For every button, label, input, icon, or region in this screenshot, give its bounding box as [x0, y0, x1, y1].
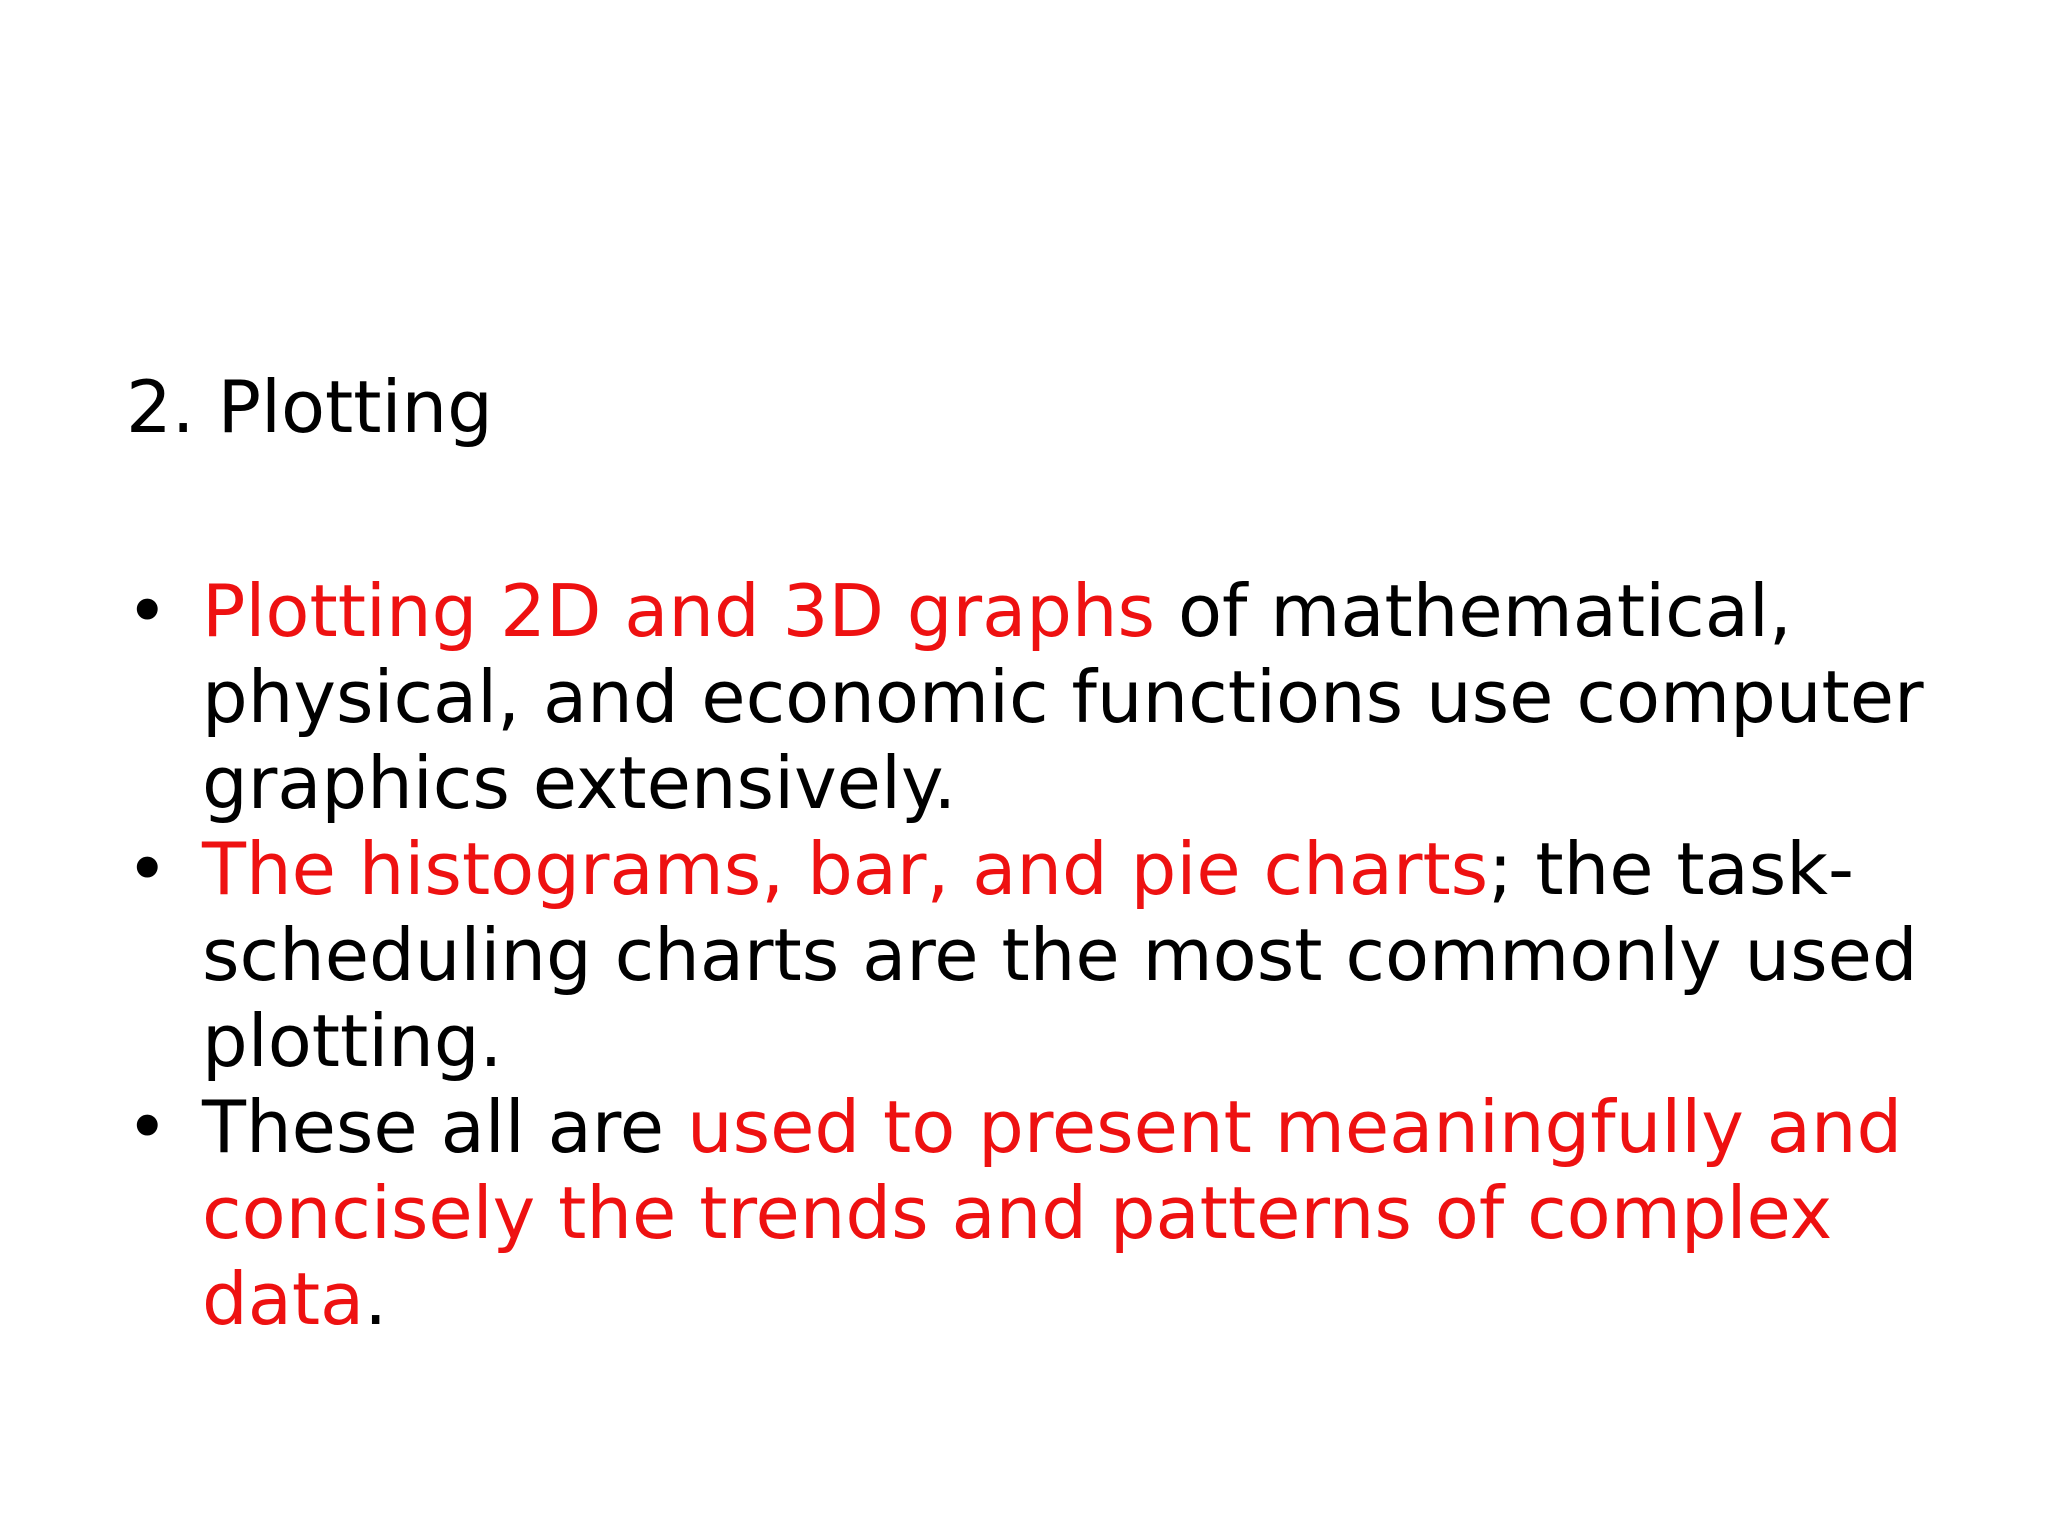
- highlighted-text: data: [202, 1257, 365, 1341]
- bullet-line: [202, 654, 1926, 740]
- bullet-dot-icon: •: [126, 569, 169, 653]
- body-text: plotting.: [202, 999, 503, 1083]
- bullet-line: [202, 1256, 1926, 1342]
- highlighted-text: used to present meaningfully and: [686, 1085, 1903, 1169]
- bullet-line: [202, 740, 1926, 826]
- body-text: scheduling charts are the most commonly used: [202, 913, 1918, 997]
- bullet-line: [202, 998, 1926, 1084]
- highlighted-text: Plotting 2D and 3D graphs: [202, 569, 1156, 653]
- bullet-line: [202, 1170, 1926, 1256]
- body-text: These all are: [202, 1085, 687, 1169]
- bullet-dot-icon: •: [126, 1085, 169, 1169]
- bullet-item: [126, 826, 1926, 1084]
- slide-heading: 2. Plotting: [126, 365, 493, 449]
- body-text: .: [364, 1257, 388, 1341]
- highlighted-text: concisely the trends and patterns of complex: [202, 1171, 1833, 1255]
- body-text: graphics extensively.: [202, 741, 957, 825]
- bullet-item: [126, 568, 1926, 826]
- body-text: ; the task-: [1488, 827, 1854, 911]
- bullet-list: [126, 568, 1926, 1342]
- bullet-line: [202, 1084, 1926, 1170]
- bullet-line: [202, 912, 1926, 998]
- body-text: physical, and economic functions use computer: [202, 655, 1924, 739]
- highlighted-text: The histograms, bar, and pie charts: [202, 827, 1489, 911]
- bullet-item: [126, 1084, 1926, 1342]
- bullet-dot-icon: •: [126, 827, 169, 911]
- bullet-line: [202, 568, 1926, 654]
- body-text: of mathematical,: [1155, 569, 1792, 653]
- bullet-line: [202, 826, 1926, 912]
